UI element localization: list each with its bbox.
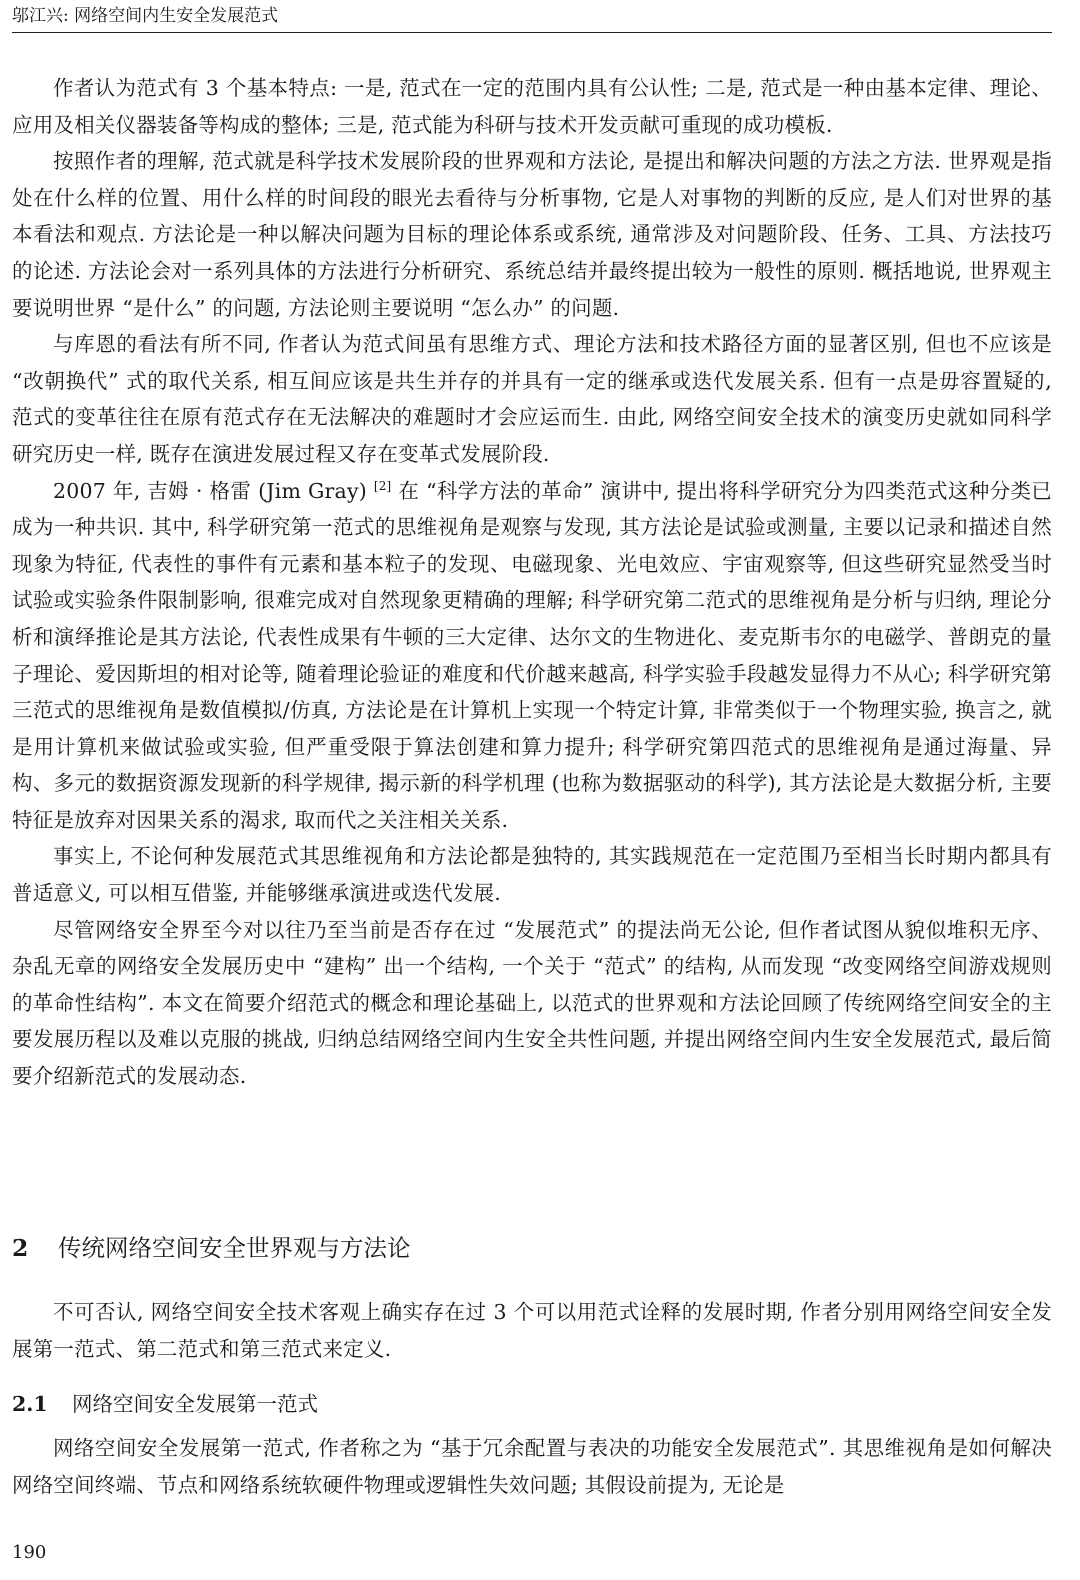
subsection-body	[12, 1430, 1052, 1503]
header-divider	[12, 32, 1052, 33]
paragraph: 不可否认, 网络空间安全技术客观上确实存在过 3 个可以用范式诠释的发展时期, 作者分别用网络空间安全发展第一范式、第二范式和第三范式来定义.	[12, 1300, 1052, 1361]
subsection-title: 网络空间安全发展第一范式	[72, 1392, 318, 1416]
section-number: 2	[12, 1234, 29, 1262]
page-number: 190	[12, 1542, 47, 1563]
section-body	[12, 1294, 1052, 1367]
paragraph-text: 在 “科学方法的革命” 演讲中, 提出将科学研究分为四类范式这种分类已成为一种共识. 其中, 科学研究第一范式的思维视角是观察与发现, 其方法论是试验或测量, 主要以记录和描述自然现象为特征, 代表性的事件有元素和基本粒子的发现、电磁现象、光电效应、宇宙观察等, 但这些研究显然受当时试验或实验条件限制影响, 很难完成对自然现象更精确的理解; 科学研究第二范式的思维视角是分析与归纳, 理论分析和演绎推论是其方法论, 代表性成果有牛顿的三大定律、达尔文的生物进化、麦克斯韦尔的电磁学、普朗克的量子理论、爱因斯坦的相对论等, 随着理论验证的难度和代价越来越高, 科学实验手段越发显得力不从心; 科学研究第三范式的思维视角是数值模拟/仿真, 方法论是在计算机上实现一个特定计算, 非常类似于一个物理实验, 换言之, 就是用计算机来做试验或实验, 但严重受限于算法创建和算力提升; 科学研究第四范式的思维视角是通过海量、异构、多元的数据资源发现新的科学规律, 揭示新的科学机理 (也称为数据驱动的科学), 其方法论是大数据分析, 主要特征是放弃对因果关系的渴求, 取而代之关注相关关系.	[12, 478, 1052, 832]
subsection-heading	[12, 1387, 318, 1421]
subsection-number: 2.1	[12, 1392, 48, 1416]
body-text	[12, 70, 1052, 1095]
section-heading	[12, 1228, 411, 1268]
paragraph	[12, 473, 1052, 839]
paragraph: 按照作者的理解, 范式就是科学技术发展阶段的世界观和方法论, 是提出和解决问题的方法之方法. 世界观是指处在什么样的位置、用什么样的时间段的眼光去看待与分析事物, 它是人对事物的判断的反应, 是人们对世界的基本看法和观点. 方法论是一种以解决问题为目标的理论体系或系统, 通常涉及对问题阶段、任务、工具、方法技巧的论述. 方法论会对一系列具体的方法进行分析研究、系统总结并最终提出较为一般性的原则. 概括地说, 世界观主要说明世界 “是什么” 的问题, 方法论则主要说明 “怎么办” 的问题.	[12, 149, 1052, 320]
paragraph: 与库恩的看法有所不同, 作者认为范式间虽有思维方式、理论方法和技术路径方面的显著区别, 但也不应该是 “改朝换代” 式的取代关系, 相互间应该是共生并存的并具有一定的继承或迭代发展关系. 但有一点是毋容置疑的, 范式的变革往往在原有范式存在无法解决的难题时才会应运而生. 由此, 网络空间安全技术的演变历史就如同科学研究历史一样, 既存在演进发展过程又存在变革式发展阶段.	[12, 332, 1052, 466]
paragraph: 网络空间安全发展第一范式, 作者称之为 “基于冗余配置与表决的功能安全发展范式”. 其思维视角是如何解决网络空间终端、节点和网络系统软硬件物理或逻辑性失效问题; 其假设前提为, 无论是	[12, 1436, 1052, 1497]
paragraph-text: 2007 年, 吉姆 · 格雷 (Jim Gray)	[53, 478, 374, 503]
paragraph: 作者认为范式有 3 个基本特点: 一是, 范式在一定的范围内具有公认性; 二是, 范式是一种由基本定律、理论、应用及相关仪器装备等构成的整体; 三是, 范式能为科研与技术开发贡献可重现的成功模板.	[12, 76, 1052, 137]
citation-ref[interactable]: [2]	[373, 478, 392, 493]
paragraph: 事实上, 不论何种发展范式其思维视角和方法论都是独特的, 其实践规范在一定范围乃至相当长时期内都具有普适意义, 可以相互借鉴, 并能够继承演进或迭代发展.	[12, 844, 1052, 906]
paragraph: 尽管网络安全界至今对以往乃至当前是否存在过 “发展范式” 的提法尚无公论, 但作者试图从貌似堆积无序、杂乱无章的网络安全发展历史中 “建构” 出一个结构, 一个关于 “范式” 的结构, 从而发现 “改变网络空间游戏规则的革命性结构”. 本文在简要介绍范式的概念和理论基础上, 以范式的世界观和方法论回顾了传统网络空间安全的主要发展历程以及难以克服的挑战, 归纳总结网络空间内生安全共性问题, 并提出网络空间内生安全发展范式, 最后简要介绍新范式的发展动态.	[12, 917, 1052, 1089]
running-header: 邬江兴: 网络空间内生安全发展范式	[12, 6, 279, 26]
section-title: 传统网络空间安全世界观与方法论	[58, 1234, 411, 1262]
